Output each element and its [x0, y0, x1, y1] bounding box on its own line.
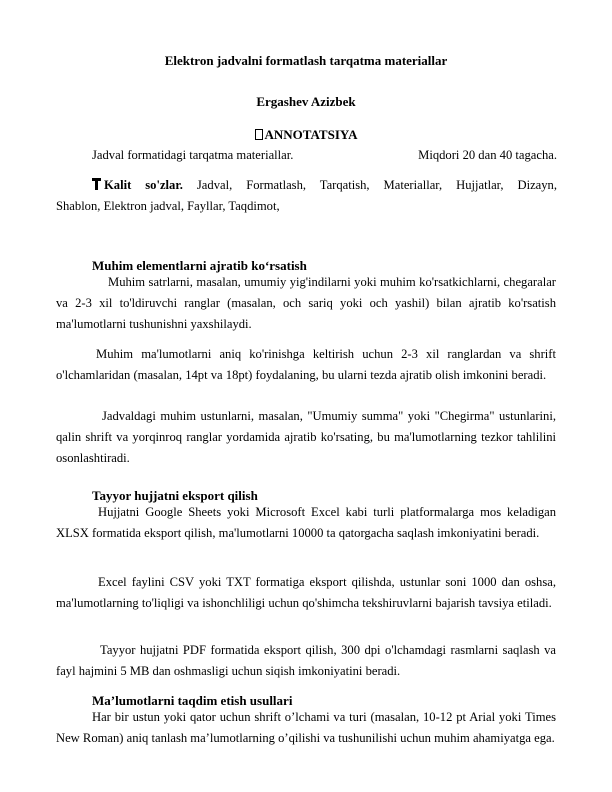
section-paragraph: Jadvaldagi muhim ustunlarni, masalan, "Umumiy summa" yoki "Chegirma" ustunlarini, qalin shrift va yorqinroq ranglar yordamida ajratib ko'rsating, bu ma'lumotlarning tezkor tahlilini osonlashtiradi.: [56, 409, 556, 465]
section-heading-highlight: Muhim elementlarni ajratib ko‘rsatish: [92, 258, 307, 273]
annotation-text-right: Miqdori 20 dan 40 tagacha.: [418, 148, 557, 162]
section-paragraph: Tayyor hujjatni PDF formatida eksport qilish, 300 dpi o'lchamdagi rasmlarni saqlash va fayl hajmini 5 MB dan oshmasligi uchun siqish imkoniyatini beradi.: [56, 643, 556, 678]
keywords-line: [92, 175, 557, 196]
keywords-list: Jadval, Formatlash, Tarqatish, Materiallar, Hujjatlar, Dizayn,: [196, 178, 557, 192]
annotation-heading: [0, 127, 612, 143]
document-title: Elektron jadvalni formatlash tarqatma materiallar: [164, 53, 448, 68]
annotation-text: [92, 145, 557, 166]
pin-icon: [92, 178, 101, 190]
annotation-text-left: Jadval formatidagi tarqatma materiallar.: [92, 148, 294, 162]
annotation-heading-text: ANNOTATSIYA: [264, 127, 358, 142]
section-paragraph: Excel faylini CSV yoki TXT formatiga eksport qilishda, ustunlar soni 1000 dan oshsa, ma'lumotlarning to'liqligi va ishonchliligi uchun qo'shimcha tekshiruvlarni bajarish tavsiya etiladi.: [56, 575, 556, 610]
keywords-label: Kalit so'zlar.: [104, 178, 183, 192]
keywords-line-2: Shablon, Elektron jadval, Fayllar, Taqdimot,: [56, 199, 280, 213]
document-author: Ergashev Azizbek: [256, 94, 356, 109]
section-paragraph: Muhim satrlarni, masalan, umumiy yig'indilarni yoki muhim ko'rsatkichlarni, chegaralar va 2-3 xil to'ldiruvchi ranglar (masalan, och sariq yoki och yashil) bilan ajratib ko'rsatish ma'lumotlarni tushunishni yaxshilaydi.: [56, 275, 556, 331]
section-heading-export: Tayyor hujjatni eksport qilish: [92, 488, 258, 503]
section-heading-presentation: Ma’lumotlarni taqdim etish usullari: [92, 693, 293, 708]
section-paragraph: Muhim ma'lumotlarni aniq ko'rinishga keltirish uchun 2-3 xil ranglardan va shrift o'lchamlaridan (masalan, 14pt va 18pt) foydalaning, bu ularni tezda ajratib olish imkonini beradi.: [56, 347, 556, 382]
box-glyph-icon: [255, 129, 263, 140]
section-paragraph: Har bir ustun yoki qator uchun shrift o’lchami va turi (masalan, 10-12 pt Arial yoki Times New Roman) aniq tanlash ma’lumotlarning o’qilishi va tushunilishi uchun muhim ahamiyatga ega.: [56, 710, 556, 745]
section-paragraph: Hujjatni Google Sheets yoki Microsoft Excel kabi turli platformalarga mos keladigan XLSX formatida eksport qilish, ma'lumotlarni 10000 ta qatorgacha saqlash imkoniyatini beradi.: [56, 505, 556, 540]
